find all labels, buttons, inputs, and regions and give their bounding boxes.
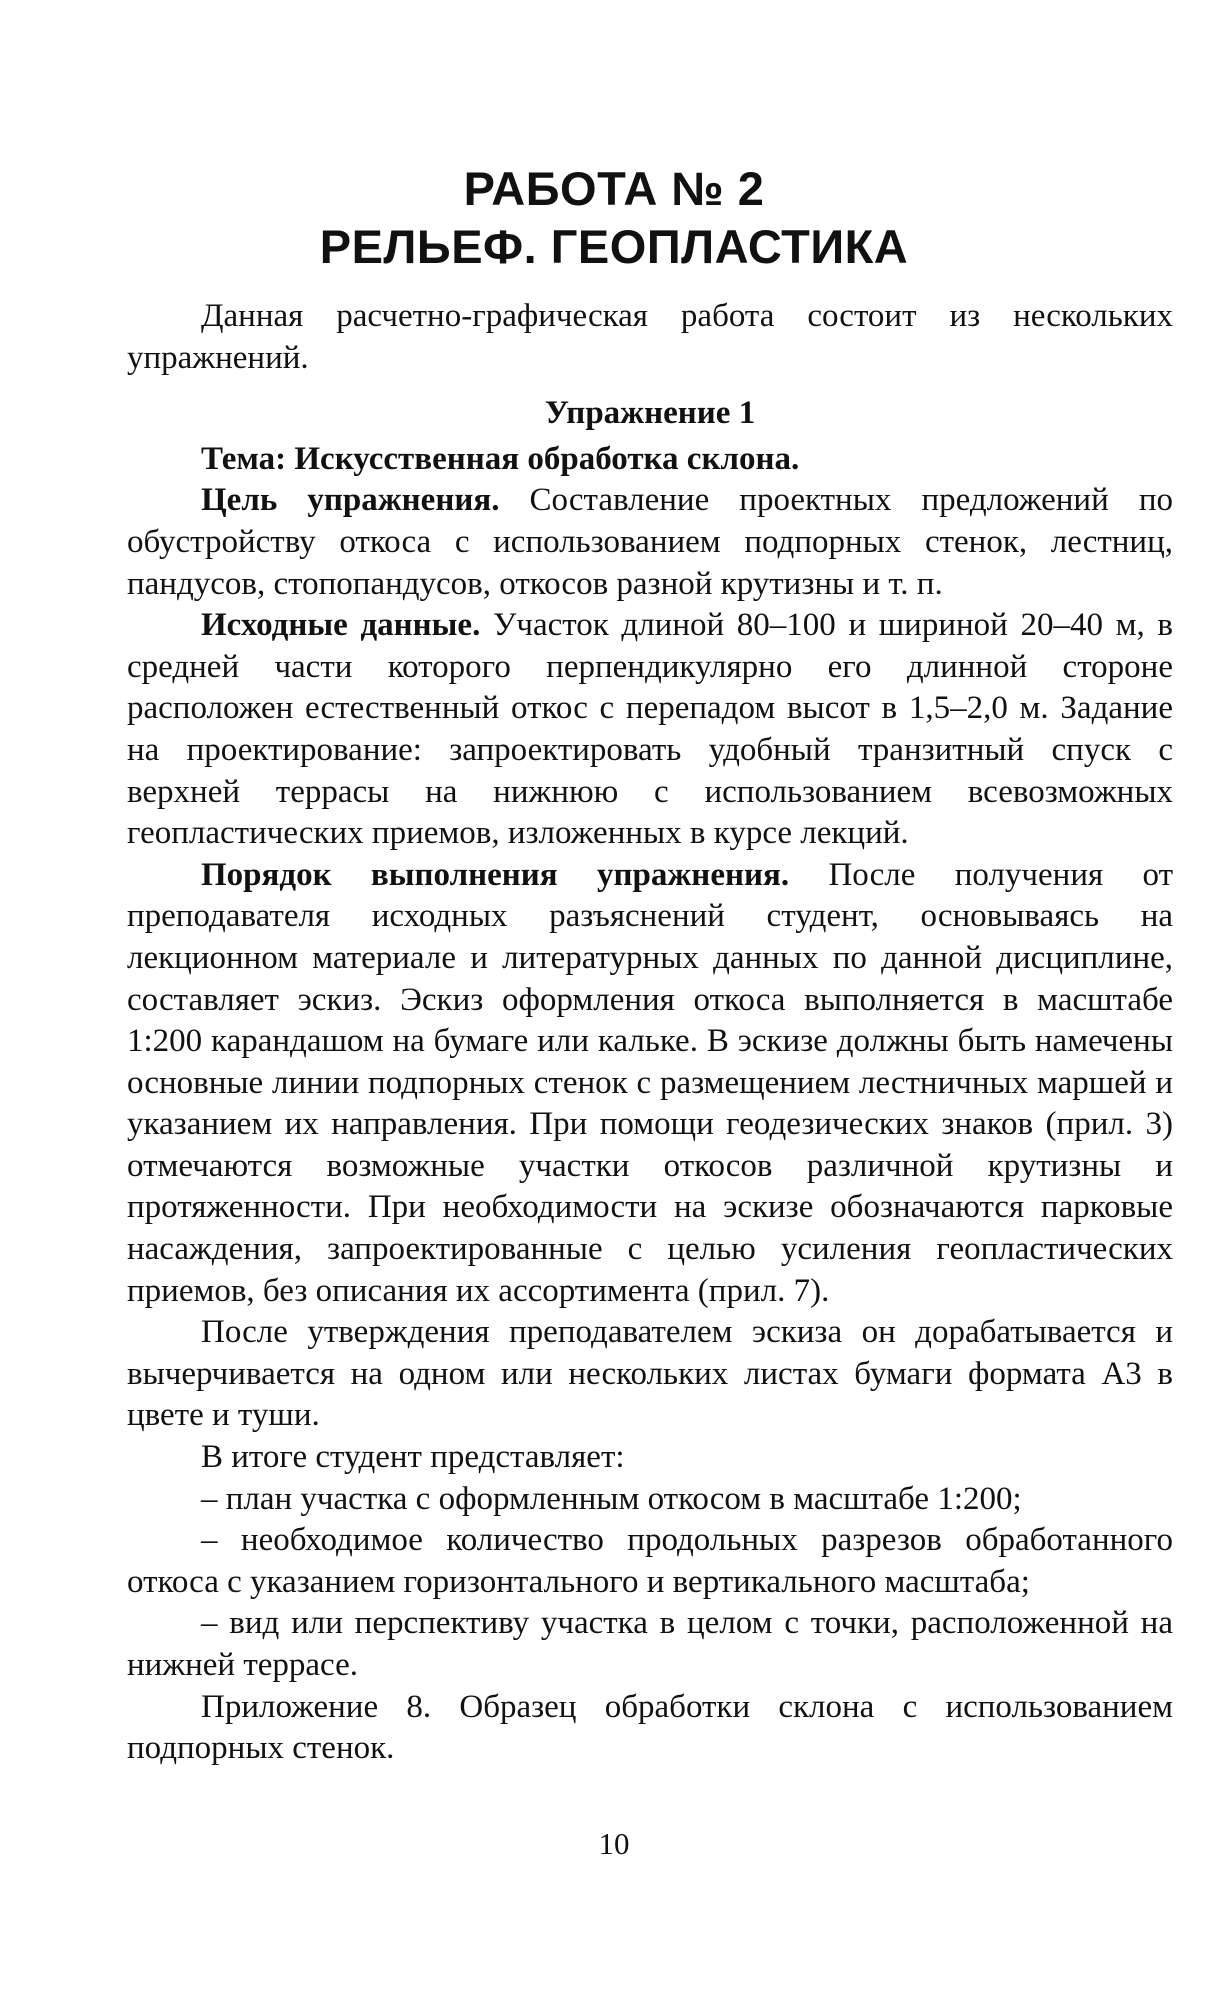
work-title: РАБОТА № 2	[463, 162, 765, 215]
procedure-text: После получения от преподавателя исходных разъяснений студент, основываясь на лекционном материале и литературных данных по данной дисциплине, составляет эскиз. Эскиз оформления откоса выполняется в масштабе 1:200 карандашом на бумаге или кальке. В эскизе должны быть намечены основные линии подпорных стенок с размещением лестничных маршей и указанием их направления. При помощи геодезических знаков (прил. 3) отмечаются возможные участки откосов различной крутизны и протяженности. При необходимости на эскизе обозначаются парковые насаждения, запроектированные с целью усиления геопластических приемов, без описания их ассортимента (прил. 7).	[127, 856, 1174, 1309]
procedure-label: Порядок выполнения упражнения.	[201, 856, 790, 893]
result-item: – план участка с оформленным откосом в масштабе 1:200;	[201, 1480, 1022, 1517]
body-text	[127, 296, 1173, 1770]
exercise-heading: Упражнение 1	[544, 395, 756, 432]
page-number: 10	[598, 1826, 630, 1861]
source-data-text: Участок длиной 80–100 и шириной 20–40 м, в средней части которого перпендикулярно его длинной стороне расположен естественный откос с перепадом высот в 1,5–2,0 м. Задание на проектирование: запроектировать удобный транзитный спуск с верхней террасы на нижнюю с использованием всевозможных геопластических приемов, изложенных в курсе лекций.	[127, 607, 1173, 852]
goal-label: Цель упражнения.	[201, 482, 500, 519]
topic-text: Тема: Искусственная обработка склона.	[201, 440, 800, 477]
work-subtitle: РЕЛЬЕФ. ГЕОПЛАСТИКА	[319, 220, 909, 273]
procedure-paragraph	[127, 855, 1173, 1313]
result-intro: В итоге студент представляет:	[201, 1439, 625, 1476]
result-item: – необходимое количество продольных разрезов обработанного откоса с указанием горизонтального и вертикального масштаба;	[127, 1522, 1173, 1600]
appendix-note: Приложение 8. Образец обработки склона с использованием подпорных стенок.	[127, 1688, 1173, 1767]
source-data-label: Исходные данные.	[201, 607, 481, 644]
source-data-paragraph	[127, 605, 1173, 855]
intro-paragraph: Данная расчетно-графическая работа состоит из нескольких упражнений.	[127, 298, 1173, 376]
page-title-block	[0, 160, 1228, 276]
result-item: – вид или перспективу участка в целом с точки, расположенной на нижней террасе.	[127, 1605, 1173, 1683]
approval-paragraph: После утверждения преподавателем эскиза он дорабатывается и вычерчивается на одном или нескольких листах бумаги формата А3 в цвете и туши.	[127, 1314, 1173, 1434]
goal-paragraph	[127, 480, 1173, 605]
topic-paragraph	[127, 439, 1173, 481]
goal-text: Составление проектных предложений по обустройству откоса с использованием подпорных стенок, лестниц, пандусов, стопопандусов, откосов разной крутизны и т. п.	[127, 482, 1173, 602]
